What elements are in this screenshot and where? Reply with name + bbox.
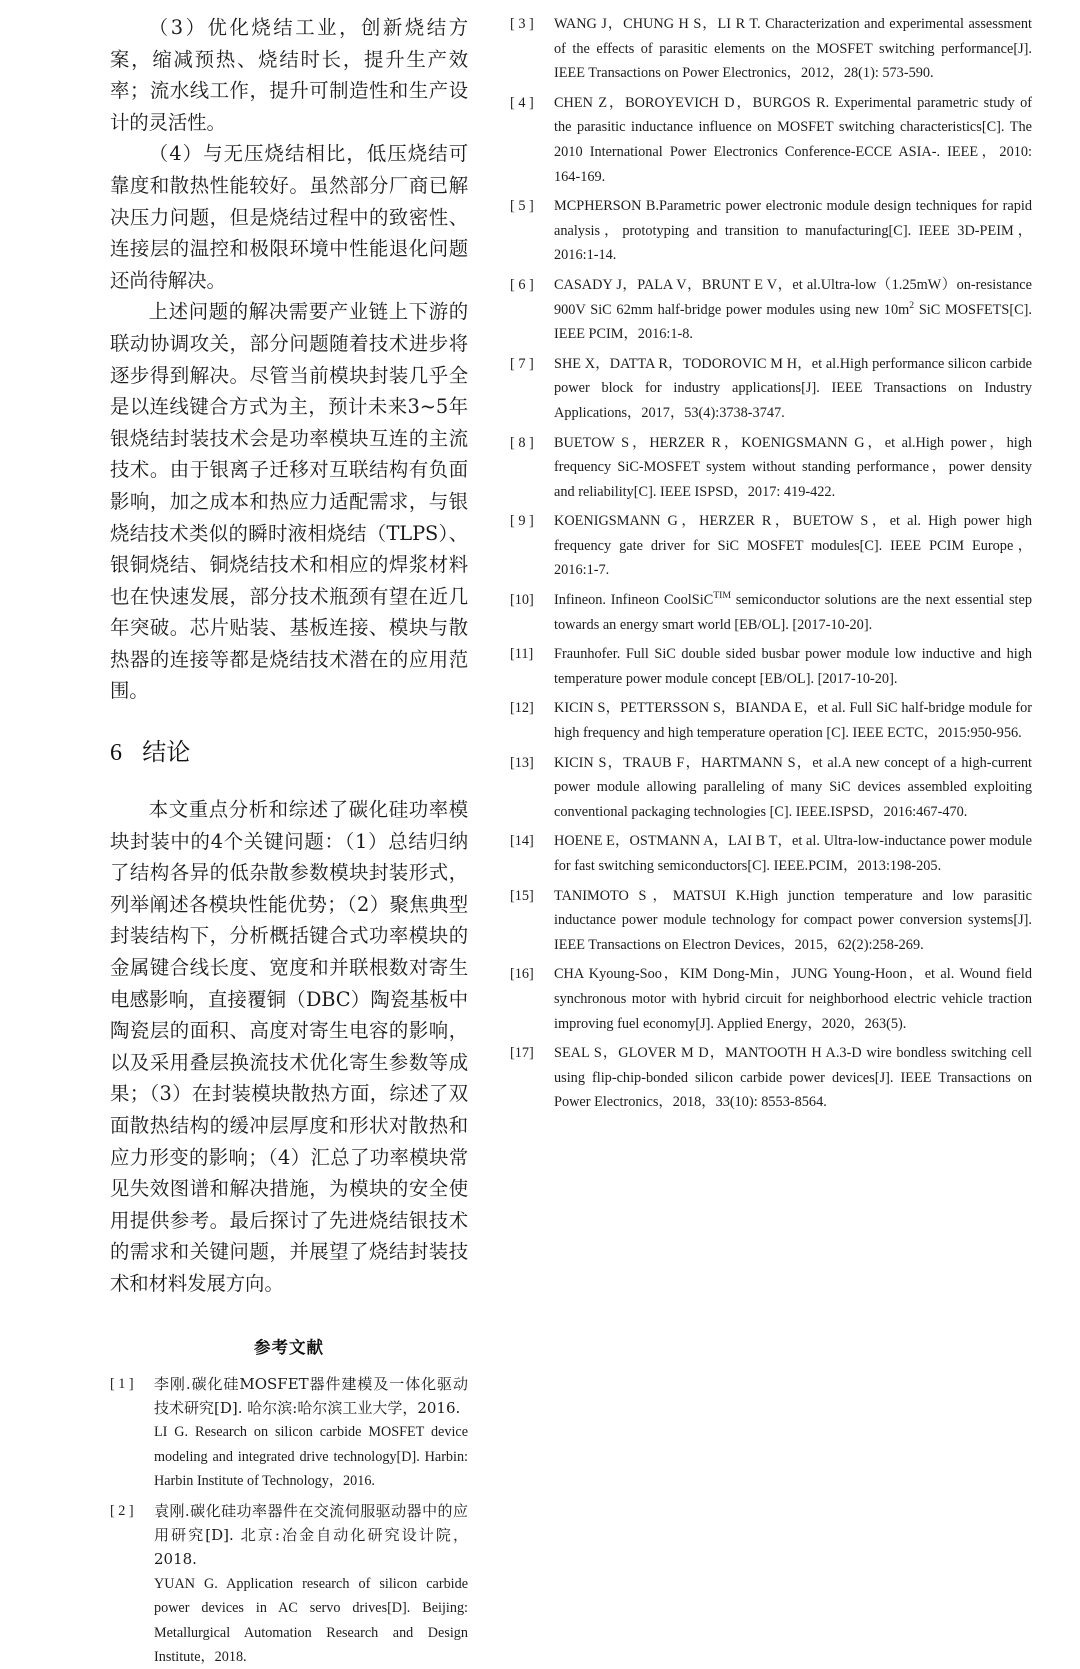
reference-text <box>554 273 1032 347</box>
reference-entry <box>510 588 1032 637</box>
reference-entry <box>510 751 1032 825</box>
reference-text: KOENIGSMANN G，HERZER R，BUETOW S，et al. High power high frequency gate driver for SiC MOSFET modules[C]. IEEE PCIM Europe，2016:1-7. <box>554 513 1032 579</box>
reference-english: YUAN G. Application research of silicon carbide power devices in AC servo drives[D]. Beijing: Metallurgical Automation Research and Design Institute，2018. <box>154 1575 468 1666</box>
reference-number: [16] <box>510 966 534 983</box>
reference-number: [ 4 ] <box>510 94 534 111</box>
reference-entry <box>510 12 1032 86</box>
reference-number: [11] <box>510 646 534 663</box>
reference-text: Fraunhofer. Full SiC double sided busbar power module low inductive and high temperature power module concept [EB/OL]. [2017-10-20]. <box>554 646 1032 687</box>
reference-number: [10] <box>510 592 534 609</box>
reference-number: [ 3 ] <box>510 16 534 32</box>
reference-number: [17] <box>510 1045 534 1062</box>
left-column <box>22 12 474 1666</box>
section-heading <box>110 737 468 768</box>
reference-number: [ 9 ] <box>510 513 534 530</box>
body-paragraph: （4）与无压烧结相比，低压烧结可靠度和散热性能较好。虽然部分厂商已解决压力问题，但是烧结过程中的致密性、连接层的温控和极限环境中性能退化问题还尚待解决。 <box>110 142 468 292</box>
reference-text-post: SiC MOSFETS[C]. IEEE PCIM，2016:1-8. <box>554 301 1032 343</box>
body-paragraph: （3）优化烧结工业，创新烧结方案，缩减预热、烧结时长，提升生产效率；流水线工作，提升可制造性和生产设计的灵活性。 <box>110 16 468 134</box>
reference-number: [ 5 ] <box>510 198 534 215</box>
reference-text-post: semiconductor solutions are the next essential step towards an energy smart world [EB/OL]. [2017-10-20]. <box>554 592 1032 633</box>
column-gutter <box>474 12 502 1233</box>
reference-entry <box>510 696 1032 745</box>
reference-entry <box>510 273 1032 347</box>
reference-text: CHEN Z，BOROYEVICH D，BURGOS R. Experimental parametric study of the parasitic inductance influence on MOSFET switching characteristics[C]. The 2010 International Power Electronics Conference-ECCE ASIA-. IEEE，2010: 164-169. <box>554 94 1032 185</box>
reference-entry <box>510 642 1032 691</box>
right-column <box>502 12 1058 1233</box>
references-heading: 参考文献 <box>254 1337 324 1357</box>
reference-entry <box>510 829 1032 878</box>
reference-superscript: TIM <box>713 590 732 602</box>
reference-text: MCPHERSON B.Parametric power electronic module design techniques for rapid analysis，prototyping and transition to manufacturing[C]. IEEE 3D-PEIM，2016:1-14. <box>554 198 1032 264</box>
reference-entry <box>110 1499 468 1669</box>
reference-number: [14] <box>510 833 534 850</box>
reference-text: SEAL S，GLOVER M D，MANTOOTH H A.3-D wire bondless switching cell using flip-chip-bonded silicon carbide power devices[J]. IEEE Transactions on Power Electronics，2018，33(10): 8553-8564. <box>554 1045 1032 1111</box>
reference-text-pre: CASADY J，PALA V，BRUNT E V，et al.Ultra-low（1.25mW）on-resistance 900V SiC 62mm half-bridge power modules using new 10m <box>554 276 1032 318</box>
reference-text: TANIMOTO S，MATSUI K.High junction temperature and low parasitic inductance power module technology for compact power conversion systems[J]. IEEE Transactions on Electron Devices，2015，62(2):258-269. <box>554 887 1032 953</box>
reference-entry <box>510 962 1032 1036</box>
reference-text <box>154 1372 468 1494</box>
reference-text: WANG J，CHUNG H S，LI R T. Characterization and experimental assessment of the effects of parasitic elements on the MOSFET switching performance[J]. IEEE Transactions on Power Electronics，2012，28(1): 573-590. <box>554 16 1032 82</box>
reference-entry <box>510 1041 1032 1115</box>
reference-text: KICIN S，TRAUB F，HARTMANN S，et al.A new concept of a high-current power module allowing paralleling of many SiC devices assembled exploiting conventional packaging technologies [C]. IEEE.ISPSD，2016:467-470. <box>554 754 1032 820</box>
reference-english: LI G. Research on silicon carbide MOSFET device modeling and integrated drive technology[D]. Harbin: Harbin Institute of Technology，2016. <box>154 1424 468 1490</box>
reference-number: [ 2 ] <box>110 1502 134 1519</box>
section-number: 6 <box>110 740 123 767</box>
reference-entry <box>510 431 1032 505</box>
reference-chinese: 袁刚.碳化硅功率器件在交流伺服驱动器中的应用研究[D]. 北京:冶金自动化研究设计院，2018. <box>154 1501 468 1569</box>
reference-text: SHE X，DATTA R，TODOROVIC M H，et al.High performance silicon carbide power block for industry applications[J]. IEEE Transactions on Industry Applications，2017，53(4):3738-3747. <box>554 355 1032 421</box>
reference-number: [ 1 ] <box>110 1375 134 1392</box>
reference-entry <box>110 1372 468 1494</box>
reference-text: CHA Kyoung-Soo，KIM Dong-Min，JUNG Young-Hoon，et al. Wound field synchronous motor with hybrid circuit for neighborhood electric vehicle traction improving fuel economy[J]. Applied Energy，2020，263(5). <box>554 966 1032 1032</box>
reference-superscript: 2 <box>909 299 915 311</box>
reference-list-left <box>110 1372 468 1669</box>
reference-number: [12] <box>510 700 534 717</box>
reference-entry <box>510 884 1032 958</box>
reference-text-pre: Infineon. Infineon CoolSiC <box>554 592 714 609</box>
reference-number: [ 7 ] <box>510 355 534 372</box>
reference-number: [ 8 ] <box>510 434 534 451</box>
reference-entry <box>510 91 1032 189</box>
reference-number: [15] <box>510 887 534 904</box>
reference-entry <box>510 352 1032 426</box>
reference-text <box>154 1499 468 1669</box>
body-paragraph: 上述问题的解决需要产业链上下游的联动协调攻关，部分问题随着技术进步将逐步得到解决。尽管当前模块封装几乎全是以连线键合方式为主，预计未来3~5年银烧结封装技术会是功率模块互连的主流技术。由于银离子迁移对互联结构有负面影响，加之成本和热应力适配需求，与银烧结技术类似的瞬时液相烧结（TLPS）、银铜烧结、铜烧结技术和相应的焊浆材料也在快速发展，部分技术瓶颈有望在近几年突破。芯片贴装、基板连接、模块与散热器的连接等都是烧结技术潜在的应用范围。 <box>110 300 468 703</box>
reference-chinese: 李刚.碳化硅MOSFET器件建模及一体化驱动技术研究[D]. 哈尔滨:哈尔滨工业大学，2016. <box>154 1374 468 1417</box>
reference-number: [13] <box>510 754 534 771</box>
reference-entry <box>510 194 1032 268</box>
reference-entry <box>510 509 1032 583</box>
reference-text: BUETOW S，HERZER R，KOENIGSMANN G，et al.High power，high frequency SiC-MOSFET system without standing performance，power density and reliability[C]. IEEE ISPSD，2017: 419-422. <box>554 434 1032 500</box>
reference-text <box>554 588 1032 637</box>
conclusion-paragraph: 本文重点分析和综述了碳化硅功率模块封装中的4个关键问题：（1）总结归纳了结构各异的低杂散参数模块封装形式，列举阐述各模块性能优势；（2）聚焦典型封装结构下，分析概括键合式功率模块的金属键合线长度、宽度和并联根数对寄生电感影响，直接覆铜（DBC）陶瓷基板中陶瓷层的面积、高度对寄生电容的影响，以及采用叠层换流技术优化寄生参数等成果；（3）在封装模块散热方面，综述了双面散热结构的缓冲层厚度和形状对散热和应力形变的影响；（4）汇总了功率模块常见失效图谱和解决措施，为模块的安全使用提供参考。最后探讨了先进烧结银技术的需求和关键问题，并展望了烧结封装技术和材料发展方向。 <box>110 798 468 1295</box>
reference-list-right <box>510 12 1032 1115</box>
section-title: 结论 <box>142 738 191 767</box>
reference-text: KICIN S，PETTERSSON S，BIANDA E，et al. Full SiC half-bridge module for high frequency and high temperature operation [C]. IEEE ECTC，2015:950-956. <box>554 700 1032 742</box>
reference-number: [ 6 ] <box>510 276 534 293</box>
reference-text: HOENE E，OSTMANN A，LAI B T，et al. Ultra-low-inductance power module for fast switching semiconductors[C]. IEEE.PCIM，2013:198-205. <box>554 833 1032 874</box>
